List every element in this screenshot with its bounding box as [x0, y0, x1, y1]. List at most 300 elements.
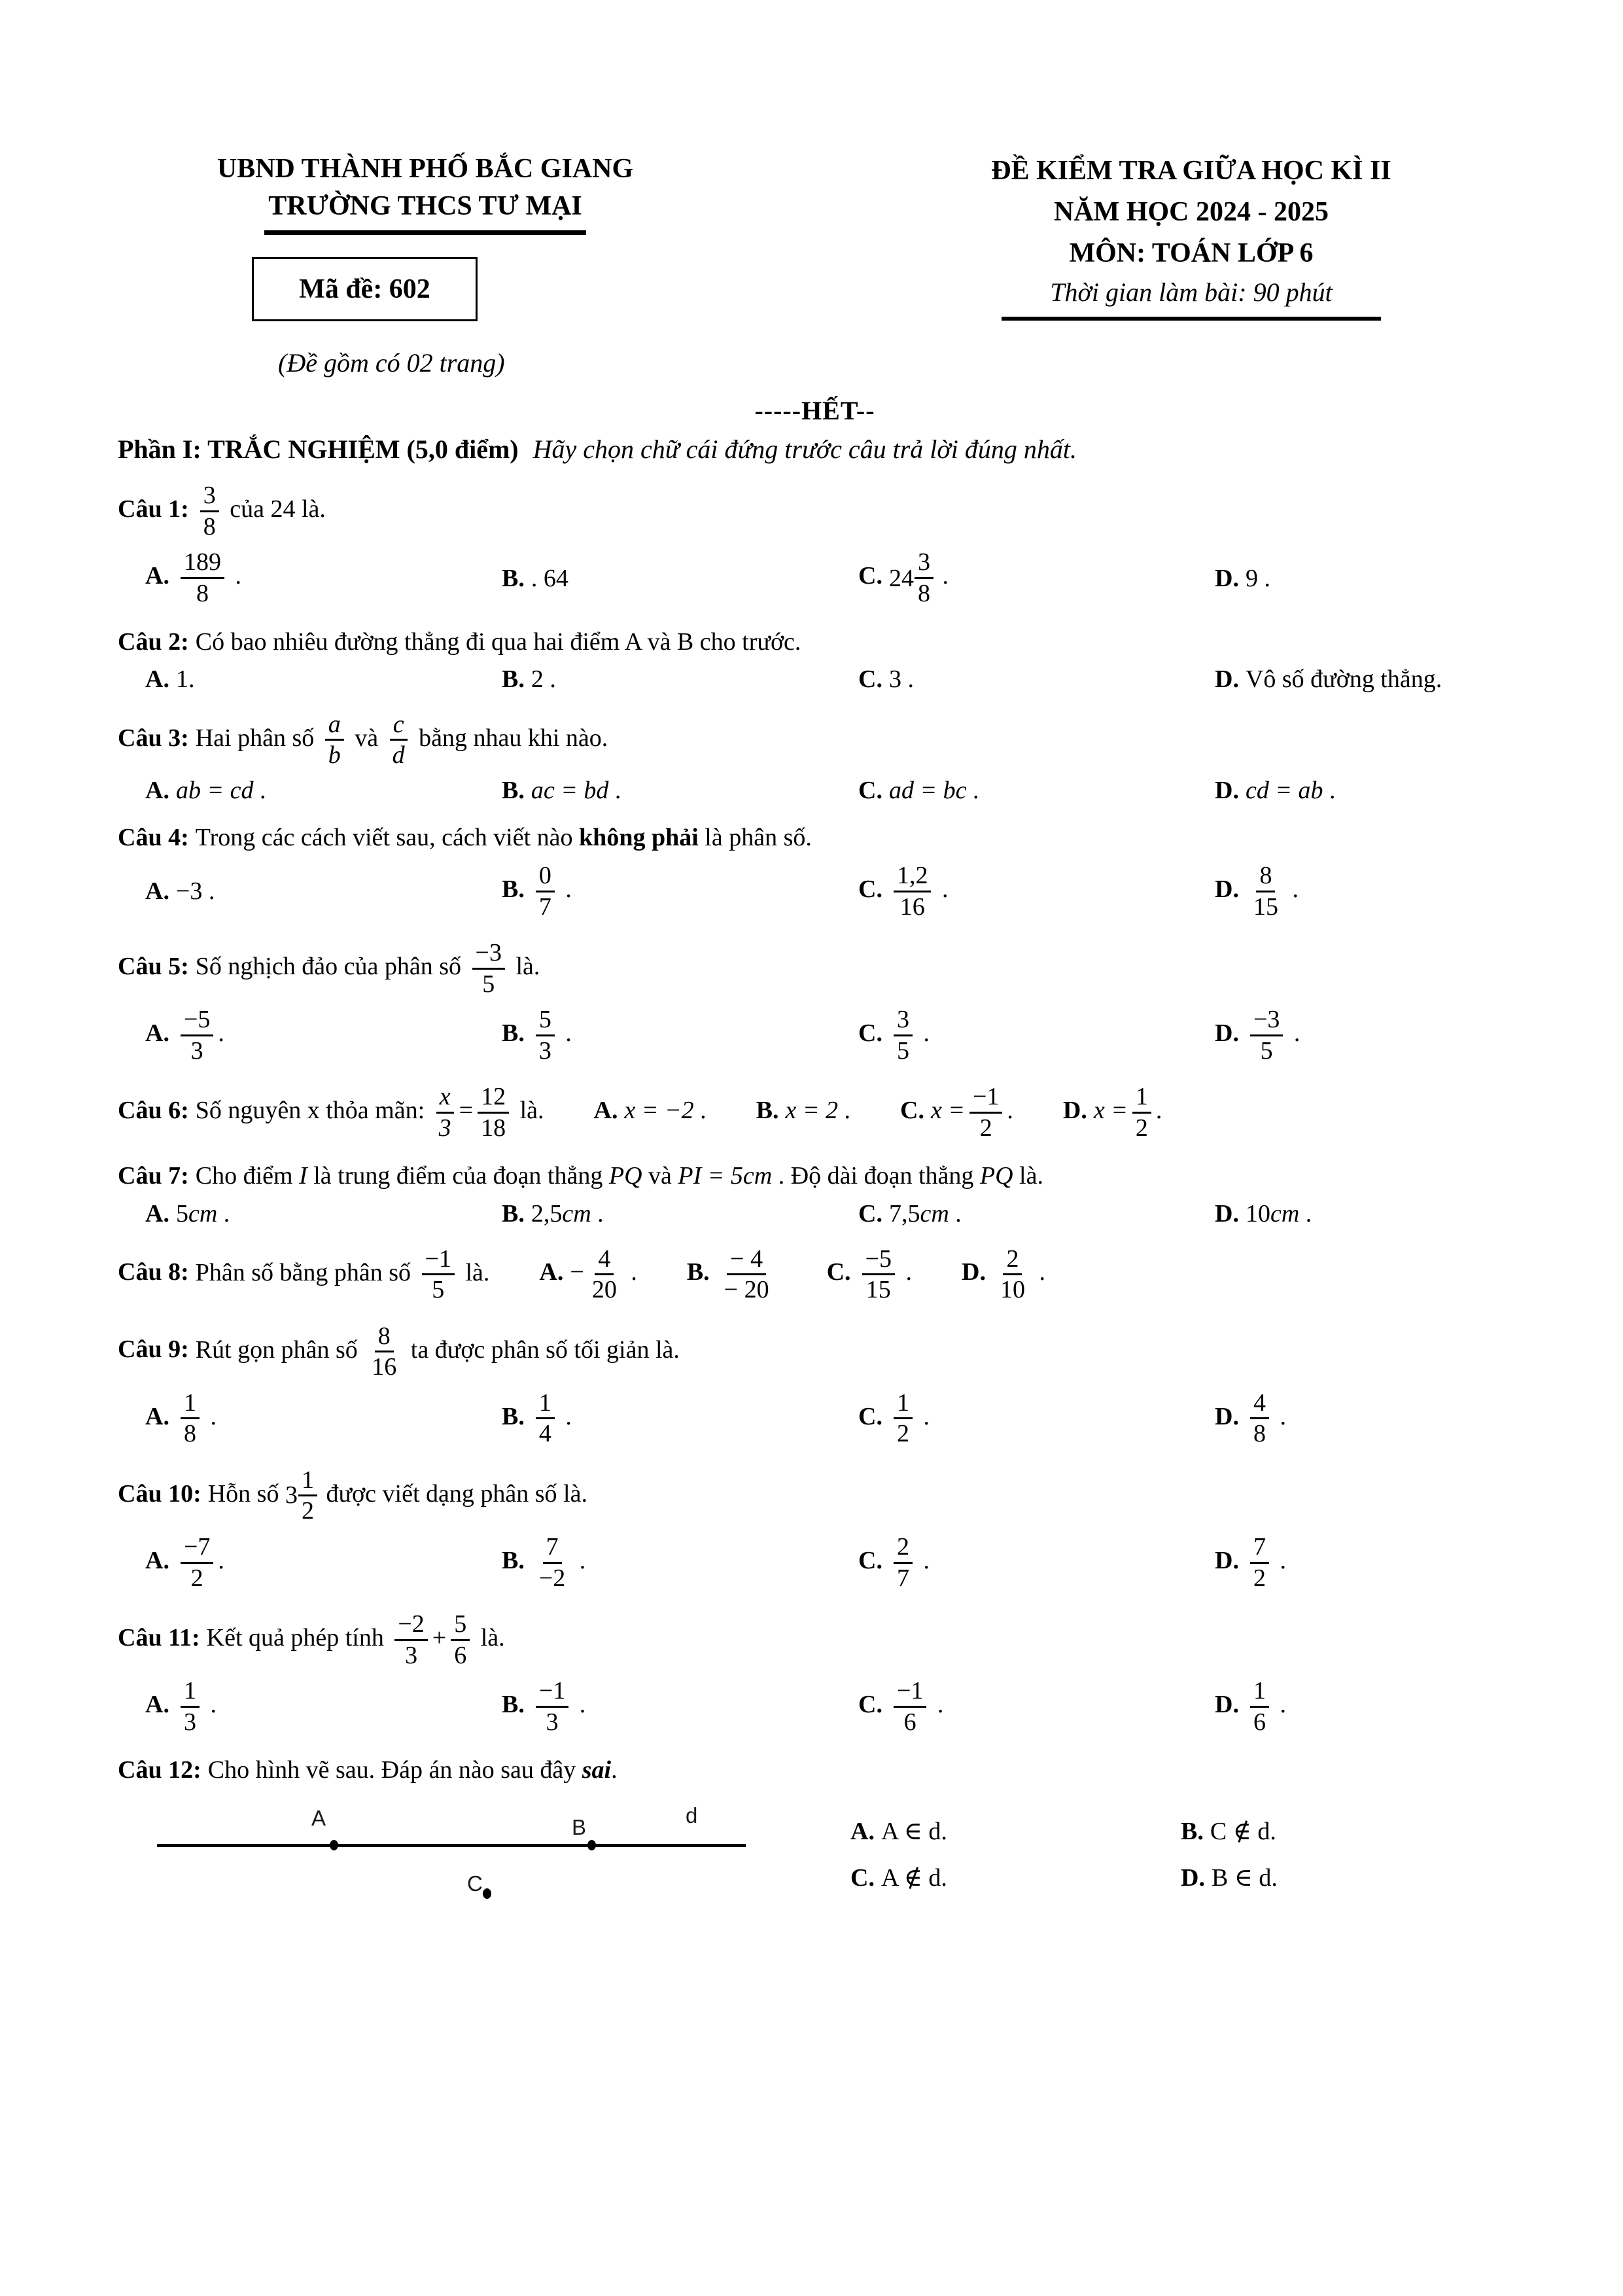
whole-part: 3: [285, 1481, 298, 1510]
question-7-option-b: [502, 1199, 858, 1228]
text: .: [838, 1097, 850, 1125]
text: .: [217, 1199, 230, 1227]
question-4-label: Câu 4:: [118, 823, 189, 851]
question-7-options: [118, 1199, 1512, 1228]
question-4-option-d: [1215, 860, 1512, 922]
text: 10: [1245, 1199, 1270, 1227]
numerator: 5: [536, 1006, 555, 1036]
option-key: A.: [145, 1546, 169, 1574]
text: .: [1285, 875, 1299, 903]
questions: [118, 480, 1512, 1944]
question-8-option-c: [826, 1245, 912, 1304]
org-line2: [118, 188, 733, 236]
option-key: D.: [1181, 1864, 1205, 1892]
numerator: −3: [1250, 1006, 1283, 1036]
question-5: [118, 938, 1512, 1066]
denominator: 2: [1253, 1564, 1266, 1592]
question-9-stem: [118, 1321, 1512, 1383]
option-key: B.: [756, 1097, 779, 1125]
fraction: [394, 1610, 427, 1669]
question-10-option-a: [145, 1532, 502, 1593]
fraction: [721, 1245, 773, 1304]
option-key: B.: [502, 1199, 525, 1227]
text: 2,5: [531, 1199, 563, 1227]
numerator: −1: [422, 1245, 455, 1276]
question-11-option-b: [502, 1676, 858, 1737]
text: của 24 là.: [223, 495, 326, 523]
question-1-option-b: [502, 564, 858, 593]
question-2-stem: [118, 625, 1512, 660]
org-line2-text: TRƯỜNG THCS TƯ MẠI: [264, 188, 586, 236]
option-key: C.: [858, 1019, 882, 1047]
exam-time-note: Thời gian làm bài: 90 phút: [1050, 277, 1333, 307]
question-7-option-a: [145, 1199, 502, 1228]
text: 2 .: [531, 665, 556, 693]
option-key: C.: [850, 1864, 875, 1892]
text: .: [203, 1690, 217, 1718]
text: ta được phân số tối giản là.: [404, 1335, 680, 1364]
denominator: 2: [896, 1420, 909, 1448]
question-6-option-d: [1062, 1083, 1162, 1142]
numerator: 1: [894, 1389, 913, 1420]
numerator: 3: [915, 548, 934, 579]
denominator: b: [328, 741, 341, 769]
question-1-option-d: [1215, 564, 1512, 593]
question-12-option-c: [850, 1863, 1181, 1892]
text: . 64: [531, 564, 568, 592]
part1-heading: Phần I: TRẮC NGHIỆM (5,0 điểm): [118, 434, 519, 465]
point-b-label: B: [572, 1815, 587, 1840]
numerator: 1: [181, 1677, 200, 1708]
numerator: 1: [181, 1389, 200, 1420]
question-1-label: Câu 1:: [118, 495, 189, 523]
text: .: [608, 776, 621, 804]
denominator: 8: [917, 580, 930, 608]
text: 3 .: [888, 665, 914, 693]
option-key: A.: [593, 1097, 618, 1125]
text: .: [1299, 1199, 1312, 1227]
option-key: C.: [858, 1690, 882, 1718]
denominator: 5: [482, 970, 495, 998]
option-key: B.: [502, 776, 525, 804]
denominator: 16: [372, 1353, 397, 1381]
question-9-label: Câu 9:: [118, 1335, 189, 1364]
text: bằng nhau khi nào.: [412, 724, 608, 752]
numerator: c: [390, 711, 408, 741]
denominator: − 20: [724, 1276, 769, 1304]
question-10-label: Câu 10:: [118, 1479, 201, 1508]
option-key: D.: [1215, 1402, 1239, 1430]
text: .: [624, 1258, 637, 1286]
question-9-option-b: [502, 1388, 858, 1449]
text: và: [348, 724, 385, 752]
text: Vô số đường thẳng.: [1245, 665, 1442, 693]
pages-note: (Đề gồm có 02 trang): [278, 348, 505, 378]
text: .: [611, 1756, 618, 1784]
question-11-options: [118, 1676, 1512, 1737]
text: là.: [509, 952, 540, 980]
fraction: [436, 1083, 455, 1142]
fraction: [389, 711, 408, 769]
italic-text: ad = bc: [888, 776, 967, 804]
text: Kết quả phép tính: [206, 1623, 391, 1651]
text: =: [459, 1097, 474, 1125]
numerator: −3: [472, 939, 505, 970]
denominator: 8: [183, 1420, 196, 1448]
question-6-option-c: [900, 1083, 1013, 1142]
text: .: [559, 875, 572, 903]
question-12-figure-row: [118, 1803, 1512, 1944]
option-key: C.: [858, 1546, 882, 1574]
option-key: B.: [502, 875, 525, 903]
question-6-option-a: [594, 1097, 707, 1124]
header-right-block: [903, 150, 1479, 378]
option-key: C.: [858, 875, 882, 903]
question-5-options: [118, 1004, 1512, 1066]
fraction: [915, 548, 934, 607]
option-key: C.: [858, 1402, 882, 1430]
question-4-option-a: [145, 877, 502, 906]
text: .: [1155, 1097, 1162, 1125]
text: −3 .: [175, 877, 215, 906]
question-11-option-c: [858, 1676, 1215, 1737]
question-12-stem: [118, 1753, 1512, 1788]
denominator: 10: [1000, 1276, 1025, 1304]
exam-title-line3: MÔN: TOÁN LỚP 6: [1069, 238, 1314, 268]
option-key: A.: [145, 877, 169, 906]
fraction: [325, 711, 344, 769]
point-a-dot: [330, 1840, 338, 1850]
question-3-label: Câu 3:: [118, 724, 189, 752]
text: .: [935, 562, 949, 590]
text: được viết dạng phân số là.: [319, 1479, 587, 1508]
text: là.: [474, 1623, 505, 1651]
option-key: B.: [502, 1019, 525, 1047]
text: 5: [175, 1199, 188, 1227]
numerator: 1: [1250, 1677, 1269, 1708]
fraction: [1250, 1006, 1283, 1065]
question-5-label: Câu 5:: [118, 952, 189, 980]
denominator: 5: [1260, 1036, 1273, 1065]
option-key: D.: [1215, 665, 1239, 693]
fraction: [1132, 1083, 1151, 1142]
question-12: [118, 1753, 1512, 1944]
question-8-option-a: [539, 1245, 637, 1304]
option-key: D.: [1215, 1546, 1239, 1574]
question-6-label: Câu 6:: [118, 1097, 189, 1125]
text: +: [432, 1623, 447, 1651]
denominator: 5: [432, 1276, 445, 1304]
fraction: [451, 1610, 470, 1669]
question-3-option-c: [858, 776, 1215, 805]
fraction: [536, 1389, 555, 1448]
question-4: [118, 821, 1512, 922]
numerator: 7: [543, 1533, 562, 1564]
fraction: [181, 1006, 213, 1065]
text: .: [1273, 1546, 1286, 1574]
question-11-option-a: [145, 1676, 502, 1737]
point-c-dot: [483, 1888, 491, 1899]
text: Hai phân số: [195, 724, 321, 752]
text: .: [218, 1019, 224, 1047]
denominator: 3: [405, 1641, 418, 1669]
text: Số nguyên x thỏa mãn:: [195, 1097, 431, 1125]
text: .: [1273, 1690, 1286, 1718]
numerator: 5: [451, 1610, 470, 1641]
italic-text: cm: [1270, 1199, 1300, 1227]
numerator: −1: [536, 1677, 568, 1708]
text: 7,5: [888, 1199, 920, 1227]
option-key: C.: [858, 776, 882, 804]
italic-text: x = 2: [785, 1097, 838, 1125]
question-11-label: Câu 11:: [118, 1623, 200, 1651]
question-12-option-d: [1181, 1863, 1278, 1892]
part1-instruction: Hãy chọn chữ cái đứng trước câu trả lời đúng nhất.: [532, 434, 1077, 465]
question-10-options: [118, 1532, 1512, 1593]
question-7-stem: [118, 1159, 1512, 1193]
text: .: [591, 1199, 604, 1227]
option-key: C.: [858, 1199, 882, 1227]
text: .: [228, 562, 241, 590]
fraction: [1250, 862, 1282, 921]
option-key: B.: [502, 564, 525, 592]
text: 9 .: [1245, 564, 1270, 592]
question-4-option-b: [502, 860, 858, 922]
bold-text: không phải: [579, 823, 699, 851]
fraction: [894, 862, 932, 921]
question-8-option-d: [962, 1245, 1045, 1304]
text: .: [1323, 776, 1336, 804]
text: .: [1287, 1019, 1300, 1047]
question-3-option-a: [145, 776, 502, 805]
numerator: −7: [181, 1533, 213, 1564]
option-key: A.: [145, 562, 169, 590]
denominator: 2: [301, 1497, 314, 1525]
text: .: [253, 776, 266, 804]
question-1-option-a: [145, 547, 502, 609]
italic-text: cm: [188, 1199, 218, 1227]
text: .: [559, 1019, 572, 1047]
question-7-label: Câu 7:: [118, 1162, 189, 1190]
option-key: D.: [1215, 1199, 1239, 1227]
numerator: x: [436, 1083, 454, 1114]
fraction: [181, 1677, 200, 1736]
text: . Độ dài đoạn thẳng: [772, 1162, 980, 1190]
text: .: [949, 1199, 962, 1227]
fraction: [181, 1533, 213, 1592]
q12-figure: [118, 1803, 850, 1944]
question-11: [118, 1609, 1512, 1737]
denominator: 4: [538, 1420, 551, 1448]
exam-code-box: Mã đề: 602: [252, 257, 478, 321]
option-key: D.: [962, 1258, 986, 1286]
denominator: d: [392, 741, 405, 769]
question-3: [118, 709, 1512, 805]
fraction: [536, 1533, 568, 1592]
text: Trong các cách viết sau, cách viết nào: [195, 823, 580, 851]
numerator: 1: [298, 1466, 317, 1497]
text: .: [573, 1546, 586, 1574]
mixed-number: [889, 547, 936, 609]
denominator: 6: [454, 1641, 467, 1669]
numerator: −1: [969, 1083, 1002, 1114]
option-key: A.: [850, 1818, 875, 1846]
question-3-option-d: [1215, 776, 1512, 805]
question-5-option-a: [145, 1004, 502, 1066]
text: Có bao nhiêu đường thẳng đi qua hai điểm A và B cho trước.: [195, 627, 801, 656]
denominator: 6: [903, 1708, 916, 1736]
denominator: 5: [896, 1036, 909, 1065]
denominator: 7: [896, 1564, 909, 1592]
question-2-option-b: [502, 665, 858, 694]
question-10-option-c: [858, 1532, 1215, 1593]
option-key: A.: [145, 1402, 169, 1430]
denominator: 7: [538, 892, 551, 921]
org-line1: UBND THÀNH PHỐ BẮC GIANG: [217, 154, 634, 184]
fraction: [181, 548, 224, 607]
question-5-option-d: [1215, 1004, 1512, 1066]
fraction: [1250, 1389, 1269, 1448]
question-11-option-d: [1215, 1676, 1512, 1737]
fraction: [472, 939, 505, 998]
question-8-option-b: [686, 1245, 777, 1304]
option-key: C.: [858, 665, 882, 693]
text: .: [916, 1546, 930, 1574]
fraction: [862, 1245, 895, 1304]
numerator: 7: [1250, 1533, 1269, 1564]
italic-text: ac = bd: [531, 776, 609, 804]
numerator: 4: [1250, 1389, 1269, 1420]
option-key: B.: [502, 1546, 525, 1574]
question-12-label: Câu 12:: [118, 1756, 201, 1784]
mixed-number: [285, 1465, 320, 1527]
text: .: [935, 875, 949, 903]
fraction: [997, 1245, 1028, 1304]
denominator: 2: [190, 1564, 203, 1592]
option-key: D.: [1215, 875, 1239, 903]
option-key: C.: [900, 1097, 924, 1125]
option-key: A.: [145, 1019, 169, 1047]
option-key: C.: [826, 1258, 851, 1286]
numerator: −5: [862, 1245, 895, 1276]
question-5-stem: [118, 938, 1512, 999]
question-4-stem: [118, 821, 1512, 855]
point-a-label: A: [311, 1806, 326, 1831]
text: B ∈ d.: [1211, 1864, 1278, 1892]
text: .: [1273, 1402, 1286, 1430]
fraction: [894, 1533, 913, 1592]
numerator: 8: [1256, 862, 1275, 892]
numerator: 12: [478, 1083, 509, 1114]
question-6-stem: [118, 1082, 1512, 1143]
exam-title-line1: ĐỀ KIỂM TRA GIỮA HỌC KÌ II: [991, 156, 1391, 186]
question-7-option-c: [858, 1199, 1215, 1228]
text: .: [203, 1402, 217, 1430]
denominator: 3: [190, 1036, 203, 1065]
numerator: −2: [394, 1610, 427, 1641]
fraction: [200, 482, 219, 540]
question-6-option-b: [756, 1097, 850, 1124]
question-10-option-b: [502, 1532, 858, 1593]
text: .: [573, 1690, 586, 1718]
option-key: D.: [1215, 776, 1239, 804]
denominator: 2: [979, 1114, 992, 1142]
text: Rút gọn phân số: [195, 1335, 364, 1364]
italic-text: x =: [1093, 1097, 1128, 1125]
question-9-option-c: [858, 1388, 1215, 1449]
numerator: −5: [181, 1006, 213, 1036]
question-2-option-d: [1215, 665, 1512, 694]
option-key: B.: [502, 1402, 525, 1430]
italic-text: cd = ab: [1245, 776, 1323, 804]
text: .: [1007, 1097, 1013, 1125]
text: C ∉ d.: [1210, 1818, 1276, 1846]
question-8-stem: [118, 1244, 1512, 1305]
numerator: − 4: [727, 1245, 766, 1276]
question-10: [118, 1465, 1512, 1593]
fraction: [422, 1245, 455, 1304]
text: .: [966, 776, 979, 804]
question-1-option-c: [858, 547, 1215, 609]
question-3-option-b: [502, 776, 858, 805]
question-10-stem: [118, 1465, 1512, 1527]
fraction: [478, 1083, 509, 1142]
option-key: C.: [858, 562, 882, 590]
fraction: [969, 1083, 1002, 1142]
numerator: 4: [595, 1245, 614, 1276]
question-4-option-c: [858, 860, 1215, 922]
italic-text: ab = cd: [175, 776, 254, 804]
denominator: −2: [538, 1564, 566, 1592]
fraction: [894, 1006, 913, 1065]
end-divider: -----HẾT--: [754, 396, 875, 426]
denominator: 8: [1253, 1420, 1266, 1448]
question-1-options: [118, 547, 1512, 609]
fraction: [536, 862, 555, 921]
exam-title-line2: NĂM HỌC 2024 - 2025: [1054, 197, 1329, 227]
fraction: [1250, 1677, 1269, 1736]
question-9: [118, 1321, 1512, 1449]
question-1-stem: [118, 480, 1512, 542]
fraction: [368, 1322, 400, 1381]
question-9-option-a: [145, 1388, 502, 1449]
denominator: 3: [183, 1708, 196, 1736]
numerator: 8: [375, 1322, 394, 1353]
text: Số nghịch đảo của phân số: [195, 952, 468, 980]
question-6: [118, 1082, 1512, 1143]
numerator: 1,2: [894, 862, 932, 892]
whole-part: 24: [888, 564, 914, 592]
option-key: B.: [502, 1690, 525, 1718]
text: Phân số bằng phân số: [195, 1258, 417, 1286]
italic-text: x = −2: [624, 1097, 694, 1125]
question-2-label: Câu 2:: [118, 627, 189, 656]
italic-text: cm: [920, 1199, 949, 1227]
fraction: [894, 1389, 913, 1448]
option-key: A.: [145, 776, 169, 804]
option-key: A.: [145, 1199, 169, 1227]
text: .: [559, 1402, 572, 1430]
fraction: [536, 1006, 555, 1065]
text: là.: [514, 1097, 544, 1125]
option-key: D.: [1215, 564, 1239, 592]
text: .: [899, 1258, 912, 1286]
question-10-option-d: [1215, 1532, 1512, 1593]
denominator: 15: [865, 1276, 891, 1304]
numerator: a: [325, 711, 344, 741]
denominator: 8: [196, 580, 209, 608]
text: Hỗn số: [207, 1479, 285, 1508]
